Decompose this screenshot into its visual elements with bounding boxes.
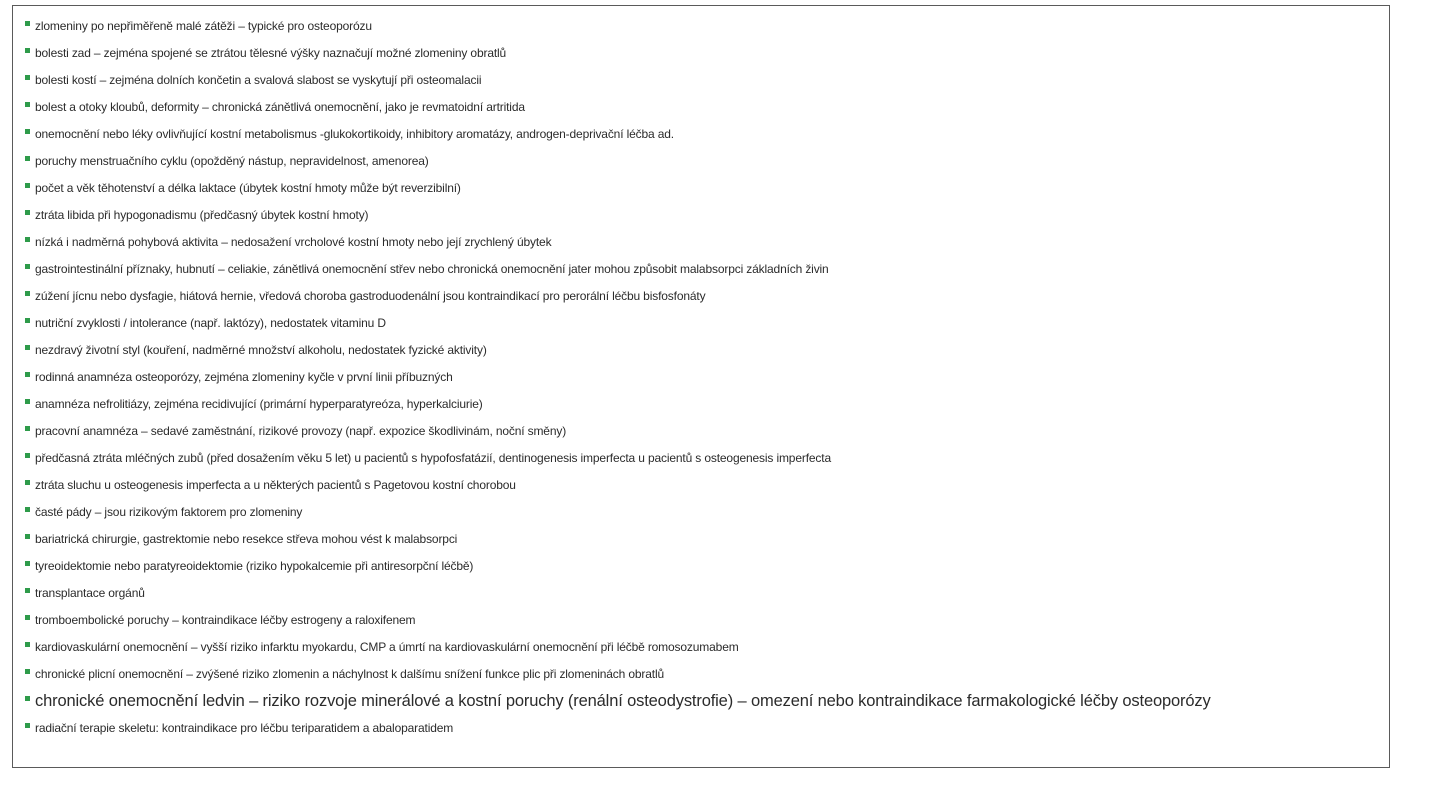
list-item-text: předčasná ztráta mléčných zubů (před dosažením věku 5 let) u pacientů s hypofosfatázií, dentinogenesis imperfecta u pacientů s osteogenesis imperfecta xyxy=(35,451,831,465)
list-item xyxy=(25,634,1389,661)
bullet-square-icon xyxy=(25,291,30,296)
bullet-square-icon xyxy=(25,453,30,458)
list-item xyxy=(25,445,1389,472)
bullet-square-icon xyxy=(25,507,30,512)
list-item xyxy=(25,526,1389,553)
list-item xyxy=(25,13,1389,40)
list-item-text: zlomeniny po nepřiměřeně malé zátěži – typické pro osteoporózu xyxy=(35,19,372,33)
bullet-square-icon xyxy=(25,372,30,377)
list-item xyxy=(25,661,1389,688)
bullet-square-icon xyxy=(25,534,30,539)
bullet-square-icon xyxy=(25,183,30,188)
bullet-square-icon xyxy=(25,129,30,134)
list-item-text: bolest a otoky kloubů, deformity – chronická zánětlivá onemocnění, jako je revmatoidní artritida xyxy=(35,100,525,114)
list-item xyxy=(25,67,1389,94)
bullet-square-icon xyxy=(25,75,30,80)
bullet-square-icon xyxy=(25,642,30,647)
list-item-text: nutriční zvyklosti / intolerance (např. laktózy), nedostatek vitaminu D xyxy=(35,316,386,330)
list-item-text: pracovní anamnéza – sedavé zaměstnání, rizikové provozy (např. expozice škodlivinám, noční směny) xyxy=(35,424,567,438)
list-item xyxy=(25,499,1389,526)
list-item-text: poruchy menstruačního cyklu (opožděný nástup, nepravidelnost, amenorea) xyxy=(35,154,429,168)
list-item-text: radiační terapie skeletu: kontraindikace pro léčbu teriparatidem a abaloparatidem xyxy=(35,721,454,735)
list-item xyxy=(25,310,1389,337)
bullet-square-icon xyxy=(25,210,30,215)
list-item-text: kardiovaskulární onemocnění – vyšší riziko infarktu myokardu, CMP a úmrtí na kardiovaskulární onemocnění při léčbě romosozumabem xyxy=(35,640,739,654)
bullet-square-icon xyxy=(25,264,30,269)
list-item xyxy=(25,256,1389,283)
list-item-text: časté pády – jsou rizikovým faktorem pro zlomeniny xyxy=(35,505,303,519)
bullet-square-icon xyxy=(25,723,30,728)
list-item xyxy=(25,94,1389,121)
list-item xyxy=(25,364,1389,391)
bullet-square-icon xyxy=(25,102,30,107)
bullet-square-icon xyxy=(25,399,30,404)
list-item-text: ztráta libida při hypogonadismu (předčasný úbytek kostní hmoty) xyxy=(35,208,369,222)
list-item-text: nízká i nadměrná pohybová aktivita – nedosažení vrcholové kostní hmoty nebo její zrychlený úbytek xyxy=(35,235,552,249)
list-item xyxy=(25,283,1389,310)
list-item xyxy=(25,607,1389,634)
bullet-square-icon xyxy=(25,696,30,701)
list-item-text: ztráta sluchu u osteogenesis imperfecta a u některých pacientů s Pagetovou kostní chorobou xyxy=(35,478,516,492)
bullet-square-icon xyxy=(25,615,30,620)
list-item-text: zúžení jícnu nebo dysfagie, hiátová hernie, vředová choroba gastroduodenální jsou kontraindikací pro perorální léčbu bisfosfonáty xyxy=(35,289,706,303)
list-item-text: bolesti zad – zejména spojené se ztrátou tělesné výšky naznačují možné zlomeniny obratlů xyxy=(35,46,507,60)
list-item xyxy=(25,472,1389,499)
list-item xyxy=(25,553,1389,580)
bullet-square-icon xyxy=(25,561,30,566)
list-item xyxy=(25,337,1389,364)
bullet-square-icon xyxy=(25,318,30,323)
list-item-text: počet a věk těhotenství a délka laktace (úbytek kostní hmoty může být reverzibilní) xyxy=(35,181,461,195)
list-item xyxy=(25,148,1389,175)
list-item xyxy=(25,40,1389,67)
list-item xyxy=(25,688,1395,715)
bullet-square-icon xyxy=(25,480,30,485)
bullet-square-icon xyxy=(25,345,30,350)
bullet-square-icon xyxy=(25,21,30,26)
list-item xyxy=(25,580,1389,607)
bullet-square-icon xyxy=(25,237,30,242)
list-item-text: onemocnění nebo léky ovlivňující kostní metabolismus -glukokortikoidy, inhibitory aromatázy, androgen-deprivační léčba ad. xyxy=(35,127,674,141)
list-item xyxy=(25,175,1389,202)
list-item-text: gastrointestinální příznaky, hubnutí – celiakie, zánětlivá onemocnění střev nebo chronická onemocnění jater mohou způsobit malabsorpci základních živin xyxy=(35,262,829,276)
list-item-text: bolesti kostí – zejména dolních končetin a svalová slabost se vyskytují při osteomalacii xyxy=(35,73,482,87)
list-item-text: chronické onemocnění ledvin – riziko rozvoje minerálové a kostní poruchy (renální osteodystrofie) – omezení nebo kontraindikace farmakologické léčby osteoporózy xyxy=(35,692,1211,710)
bullet-square-icon xyxy=(25,156,30,161)
list-item-text: rodinná anamnéza osteoporózy, zejména zlomeniny kyčle v první linii příbuzných xyxy=(35,370,453,384)
list-item xyxy=(25,202,1389,229)
bullet-square-icon xyxy=(25,426,30,431)
list-item xyxy=(25,715,1389,742)
list-item-text: anamnéza nefrolitiázy, zejména recidivující (primární hyperparatyreóza, hyperkalciurie) xyxy=(35,397,483,411)
list-item-text: bariatrická chirurgie, gastrektomie nebo resekce střeva mohou vést k malabsorpci xyxy=(35,532,458,546)
list-item xyxy=(25,391,1389,418)
list-item-text: transplantace orgánů xyxy=(35,586,145,600)
list-item-text: tyreoidektomie nebo paratyreoidektomie (riziko hypokalcemie při antiresorpční léčbě) xyxy=(35,559,474,573)
list-item xyxy=(25,229,1389,256)
list-item-text: chronické plicní onemocnění – zvýšené riziko zlomenin a náchylnost k dalšímu snížení funkce plic při zlomeninách obratlů xyxy=(35,667,664,681)
list-item-text: tromboembolické poruchy – kontraindikace léčby estrogeny a raloxifenem xyxy=(35,613,416,627)
bullet-square-icon xyxy=(25,588,30,593)
bullet-square-icon xyxy=(25,669,30,674)
list-item xyxy=(25,418,1389,445)
risk-factor-box xyxy=(12,5,1390,768)
risk-factor-list xyxy=(13,6,1389,742)
list-item-text: nezdravý životní styl (kouření, nadměrné množství alkoholu, nedostatek fyzické aktivity) xyxy=(35,343,487,357)
list-item xyxy=(25,121,1389,148)
bullet-square-icon xyxy=(25,48,30,53)
